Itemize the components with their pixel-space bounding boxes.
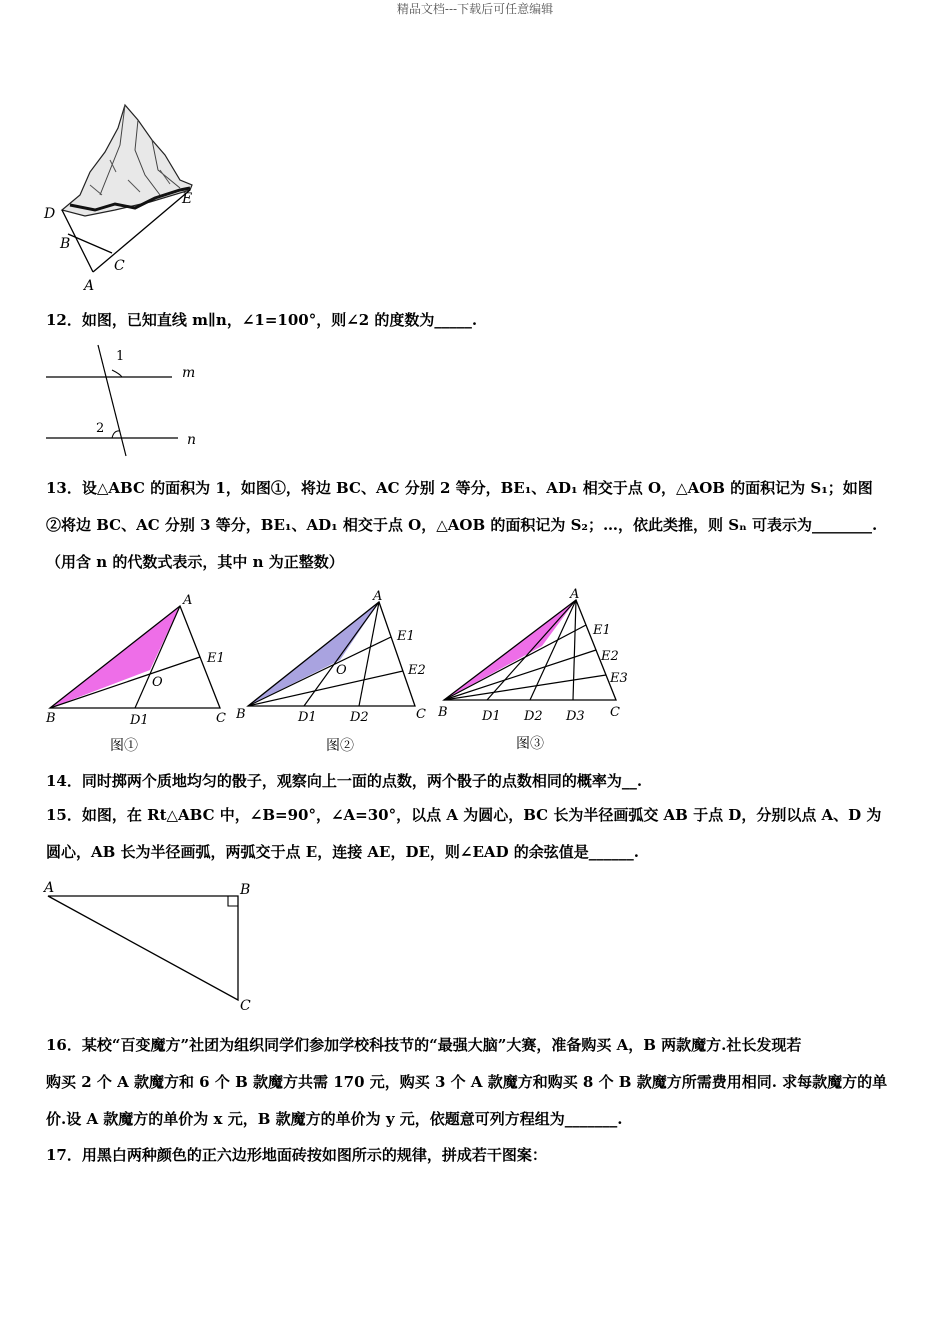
fig3-label-E2: E2 — [601, 649, 619, 664]
fig1-label-O: O — [152, 675, 163, 690]
question-16 — [46, 1027, 916, 1138]
fig1-label-C: C — [216, 711, 226, 726]
question-16-line1: 16．某校“百变魔方”社团为组织同学们参加学校科技节的“最强大脑”大赛，准备购买 A，B 两款魔方.社长发现若 — [46, 1036, 802, 1054]
question-13-line2: ②将边 BC、AC 分别 3 等分，BE₁、AD₁ 相交于点 O，△AOB 的面积记为 S₂；…，依此类推，则 Sₙ 可表示为________. — [46, 516, 878, 534]
fig1-label-A: A — [183, 593, 193, 608]
fig1-label-B: B — [46, 711, 56, 726]
fig3-caption: 图③ — [516, 736, 544, 752]
question-17 — [46, 1137, 916, 1174]
question-17-text: 17．用黑白两种颜色的正六边形地面砖按如图所示的规律，拼成若干图案： — [46, 1146, 547, 1164]
fig3-label-A: A — [570, 587, 580, 602]
question-15-line2: 圆心，AB 长为半径画弧，两弧交于点 E，连接 AE，DE，则∠EAD 的余弦值是______. — [46, 843, 640, 861]
mountain-drawing — [62, 105, 192, 216]
mountain-figure — [40, 100, 210, 295]
fig2-label-E1: E1 — [397, 629, 415, 644]
label-E: E — [182, 191, 193, 207]
page-header: 精品文档---下载后可任意编辑 — [396, 2, 554, 16]
fig15-label-B: B — [240, 882, 251, 898]
triangle-figure-2 — [236, 588, 436, 755]
question-12 — [46, 302, 916, 339]
fig15-label-C: C — [240, 998, 251, 1014]
label-A: A — [84, 278, 95, 294]
fig2-label-O: O — [336, 663, 347, 678]
fig2-label-E2: E2 — [408, 663, 426, 678]
fig1-label-E1: E1 — [207, 651, 225, 666]
fig2-label-C: C — [416, 707, 426, 722]
fig2-label-D1: D1 — [298, 710, 317, 725]
label-C: C — [114, 258, 125, 274]
fig3-label-E1: E1 — [593, 623, 611, 638]
fig2-label-D2: D2 — [350, 710, 369, 725]
fig3-label-D2: D2 — [524, 709, 543, 724]
question-13-line1: 13．设△ABC 的面积为 1，如图①，将边 BC、AC 分别 2 等分，BE₁、AD₁ 相交于点 O，△AOB 的面积记为 S₁；如图 — [46, 479, 873, 497]
question-13-line3: （用含 n 的代数式表示，其中 n 为正整数） — [46, 553, 344, 571]
fig15-label-A: A — [44, 880, 55, 896]
fig1-caption: 图① — [110, 738, 138, 754]
label-B: B — [60, 236, 71, 252]
fig3-label-C: C — [610, 705, 620, 720]
fig2-label-A: A — [373, 589, 383, 604]
right-angle-mark — [228, 896, 238, 906]
parallel-lines-figure — [40, 340, 210, 460]
right-triangle-figure — [40, 878, 265, 1018]
question-14 — [46, 763, 916, 800]
question-16-line3: 价.设 A 款魔方的单价为 x 元，B 款魔方的单价为 y 元，依题意可列方程组为_______. — [46, 1110, 623, 1128]
fig3-label-E3: E3 — [610, 671, 628, 686]
fig3-label-D1: D1 — [482, 709, 501, 724]
question-15-line1: 15．如图，在 Rt△ABC 中，∠B=90°，∠A=30°，以点 A 为圆心，BC 长为半径画弧交 AB 于点 D，分别以点 A、D 为 — [46, 806, 882, 824]
triangle-figure-3 — [438, 586, 638, 753]
question-13 — [46, 470, 916, 581]
question-12-text: 12．如图，已知直线 m∥n，∠1=100°，则∠2 的度数为_____. — [46, 311, 478, 329]
question-14-text: 14．同时掷两个质地均匀的骰子，观察向上一面的点数，两个骰子的点数相同的概率为__. — [46, 772, 643, 790]
angle-1-label: 1 — [116, 349, 125, 364]
triangle-figure-1 — [44, 590, 234, 755]
fig3-label-D3: D3 — [566, 709, 585, 724]
question-15 — [46, 797, 916, 871]
label-n: n — [187, 432, 197, 448]
label-D: D — [44, 206, 56, 222]
question-16-line2: 购买 2 个 A 款魔方和 6 个 B 款魔方共需 170 元，购买 3 个 A 款魔方和购买 8 个 B 款魔方所需费用相同. 求每款魔方的单 — [46, 1073, 888, 1091]
fig3-label-B: B — [438, 705, 448, 720]
label-m: m — [182, 365, 196, 381]
fig2-label-B: B — [236, 707, 246, 722]
fig1-label-D1: D1 — [130, 713, 149, 728]
fig2-caption: 图② — [326, 738, 354, 754]
angle-2-label: 2 — [96, 421, 105, 436]
